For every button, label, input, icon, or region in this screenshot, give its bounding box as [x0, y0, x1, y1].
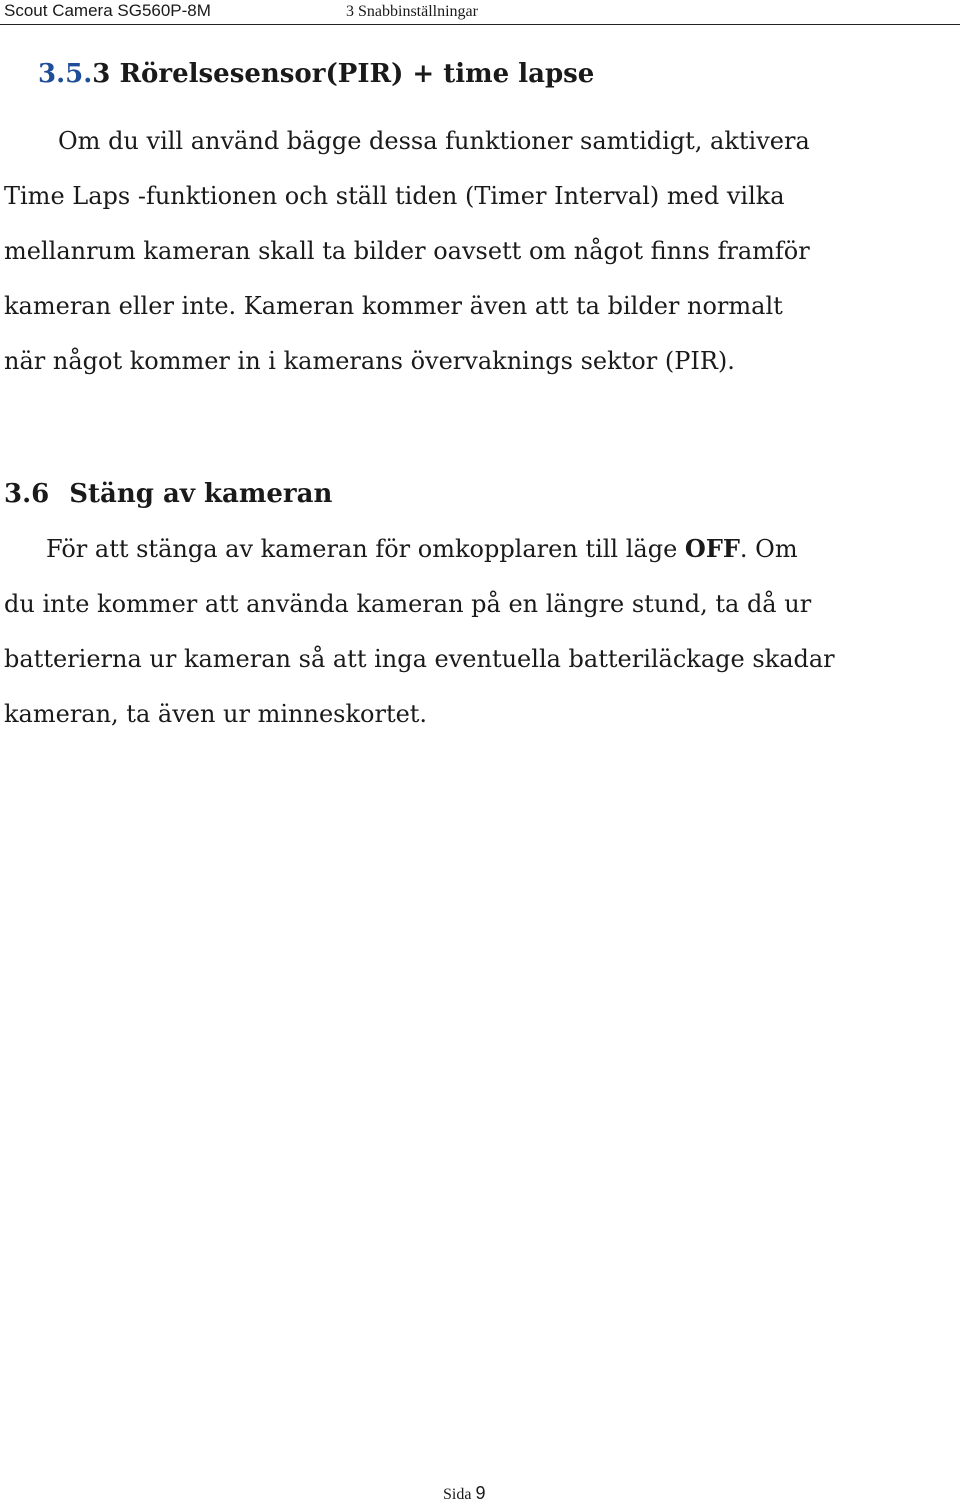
header-product-name: Scout Camera SG560P-8M [4, 1, 211, 20]
paragraph-line: du inte kommer att använda kameran på en längre stund, ta då ur [4, 590, 812, 618]
page-header [0, 0, 960, 25]
section-3-5-3-heading [38, 58, 594, 90]
section-3-6-heading [4, 478, 332, 510]
section-3-6-paragraph [4, 532, 835, 752]
section-3-5-3-number-rest: 3 [92, 59, 111, 89]
page-footer [443, 1482, 485, 1506]
paragraph-line: Time Laps -funktionen och ställ tiden (Timer Interval) med vilka [4, 182, 785, 210]
section-3-5-3-title: Rörelsesensor(PIR) + time lapse [119, 59, 595, 89]
section-3-6-title: Stäng av kameran [69, 479, 333, 509]
header-chapter-title: 3 Snabbinställningar [346, 3, 478, 20]
paragraph-line: mellanrum kameran skall ta bilder oavsett om något finns framför [4, 237, 810, 265]
section-3-5-3-number-prefix: 3.5. [38, 59, 93, 89]
paragraph-line: när något kommer in i kamerans övervaknings sektor (PIR). [4, 347, 735, 375]
paragraph-line: För att stänga av kameran för omkopplaren till läge OFF. Om [46, 534, 798, 563]
paragraph-line: kameran eller inte. Kameran kommer även att ta bilder normalt [4, 292, 783, 320]
footer-page-number: 9 [475, 1483, 486, 1503]
footer-page-label: Sida [443, 1486, 472, 1503]
section-3-5-3-paragraph [4, 124, 810, 399]
paragraph-line: kameran, ta även ur minneskortet. [4, 700, 428, 728]
off-position-label: OFF [684, 534, 740, 563]
paragraph-line: batterierna ur kameran så att inga eventuella batteriläckage skadar [4, 645, 835, 673]
section-3-6-number: 3.6 [4, 479, 50, 509]
paragraph-line: Om du vill använd bägge dessa funktioner samtidigt, aktivera [58, 127, 810, 155]
